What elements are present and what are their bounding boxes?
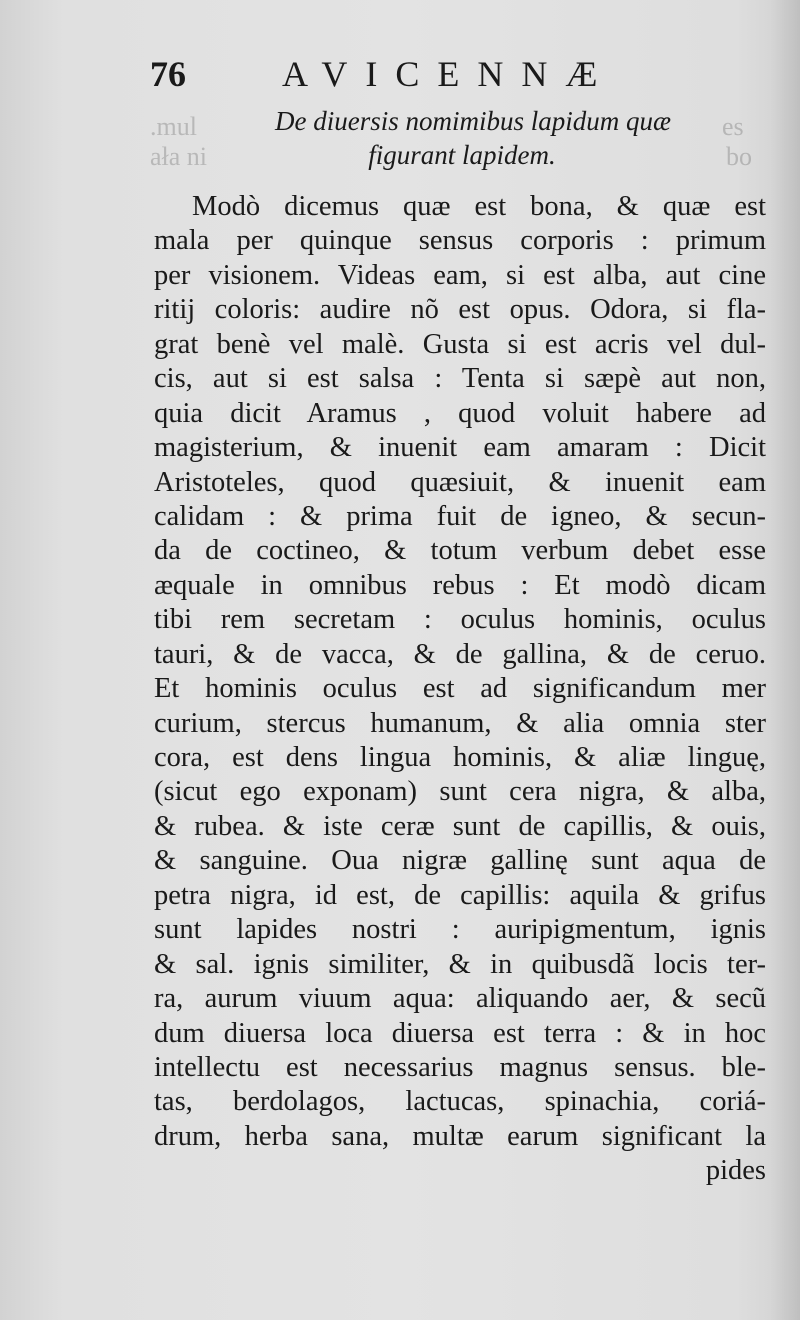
- running-head: AVICENNÆ: [282, 54, 616, 94]
- text-line: & sanguine. Oua nigræ gallinę sunt aqua de: [154, 845, 766, 877]
- text-line: dum diuersa loca diuersa est terra : & in hoc: [154, 1017, 766, 1049]
- text-line: drum, herba sana, multæ earum significant la: [154, 1120, 766, 1152]
- text-line: ritij coloris: audire nõ est opus. Odora, si fla-: [154, 294, 766, 326]
- text-line: magisterium, & inuenit eam amaram : Dicit: [154, 432, 766, 464]
- text-line: cora, est dens lingua hominis, & aliæ linguę,: [154, 742, 766, 773]
- text-line: calidam : & prima fuit de igneo, & secun-: [154, 500, 766, 532]
- text-line: Et hominis oculus est ad significandum mer: [154, 673, 766, 705]
- show-through-text: es: [722, 112, 744, 141]
- text-line: Aristoteles, quod quæsiuit, & inuenit eam: [154, 466, 766, 498]
- text-line: tas, berdolagos, lactucas, spinachia, coriá-: [154, 1086, 766, 1118]
- page-number: 76: [150, 54, 186, 94]
- section-heading: [150, 104, 766, 172]
- text-line: (sicut ego exponam) sunt cera nigra, & alba,: [154, 776, 766, 808]
- text-line: æquale in omnibus rebus : Et modò dicam: [154, 569, 766, 601]
- text-line: curium, stercus humanum, & alia omnia ster: [154, 707, 766, 739]
- page-header: [150, 52, 766, 96]
- text-line: grat benè vel malè. Gusta si est acris vel dul-: [154, 328, 766, 360]
- text-line: tauri, & de vacca, & de gallina, & de ceruo.: [154, 638, 766, 670]
- show-through-text: .mul: [150, 112, 197, 141]
- text-line: sunt lapides nostri : auripigmentum, ignis: [154, 914, 766, 946]
- heading-line-2: figurant lapidem.: [368, 140, 556, 170]
- text-line: da de coctineo, & totum verbum debet esse: [154, 535, 766, 567]
- heading-line-1: De diuersis nomimibus lapidum quæ: [274, 106, 671, 136]
- text-line: intellectu est necessarius magnus sensus. ble-: [154, 1051, 766, 1083]
- text-line: & sal. ignis similiter, & in quibusdã locis ter-: [154, 948, 766, 980]
- text-line: Modò dicemus quæ est bona, & quæ est: [192, 191, 766, 222]
- show-through-text: bo: [726, 142, 752, 171]
- show-through-text: ała ni: [150, 142, 208, 171]
- text-line: cis, aut si est salsa : Tenta si sæpè aut non,: [154, 363, 766, 395]
- text-line: petra nigra, id est, de capillis: aquila & grifus: [154, 879, 766, 911]
- body-text: [154, 190, 766, 1189]
- text-line: tibi rem secretam : oculus hominis, oculus: [154, 604, 766, 636]
- text-line: mala per quinque sensus corporis : primum: [154, 225, 766, 257]
- text-line: & rubea. & iste ceræ sunt de capillis, & ouis,: [154, 810, 766, 842]
- text-line: quia dicit Aramus , quod voluit habere ad: [154, 397, 766, 429]
- text-line: ra, aurum viuum aqua: aliquando aer, & secũ: [154, 983, 766, 1015]
- text-line: per visionem. Videas eam, si est alba, aut cine: [154, 259, 766, 291]
- page-edge-shadow: [770, 0, 800, 1320]
- catchword: pides: [705, 1155, 766, 1187]
